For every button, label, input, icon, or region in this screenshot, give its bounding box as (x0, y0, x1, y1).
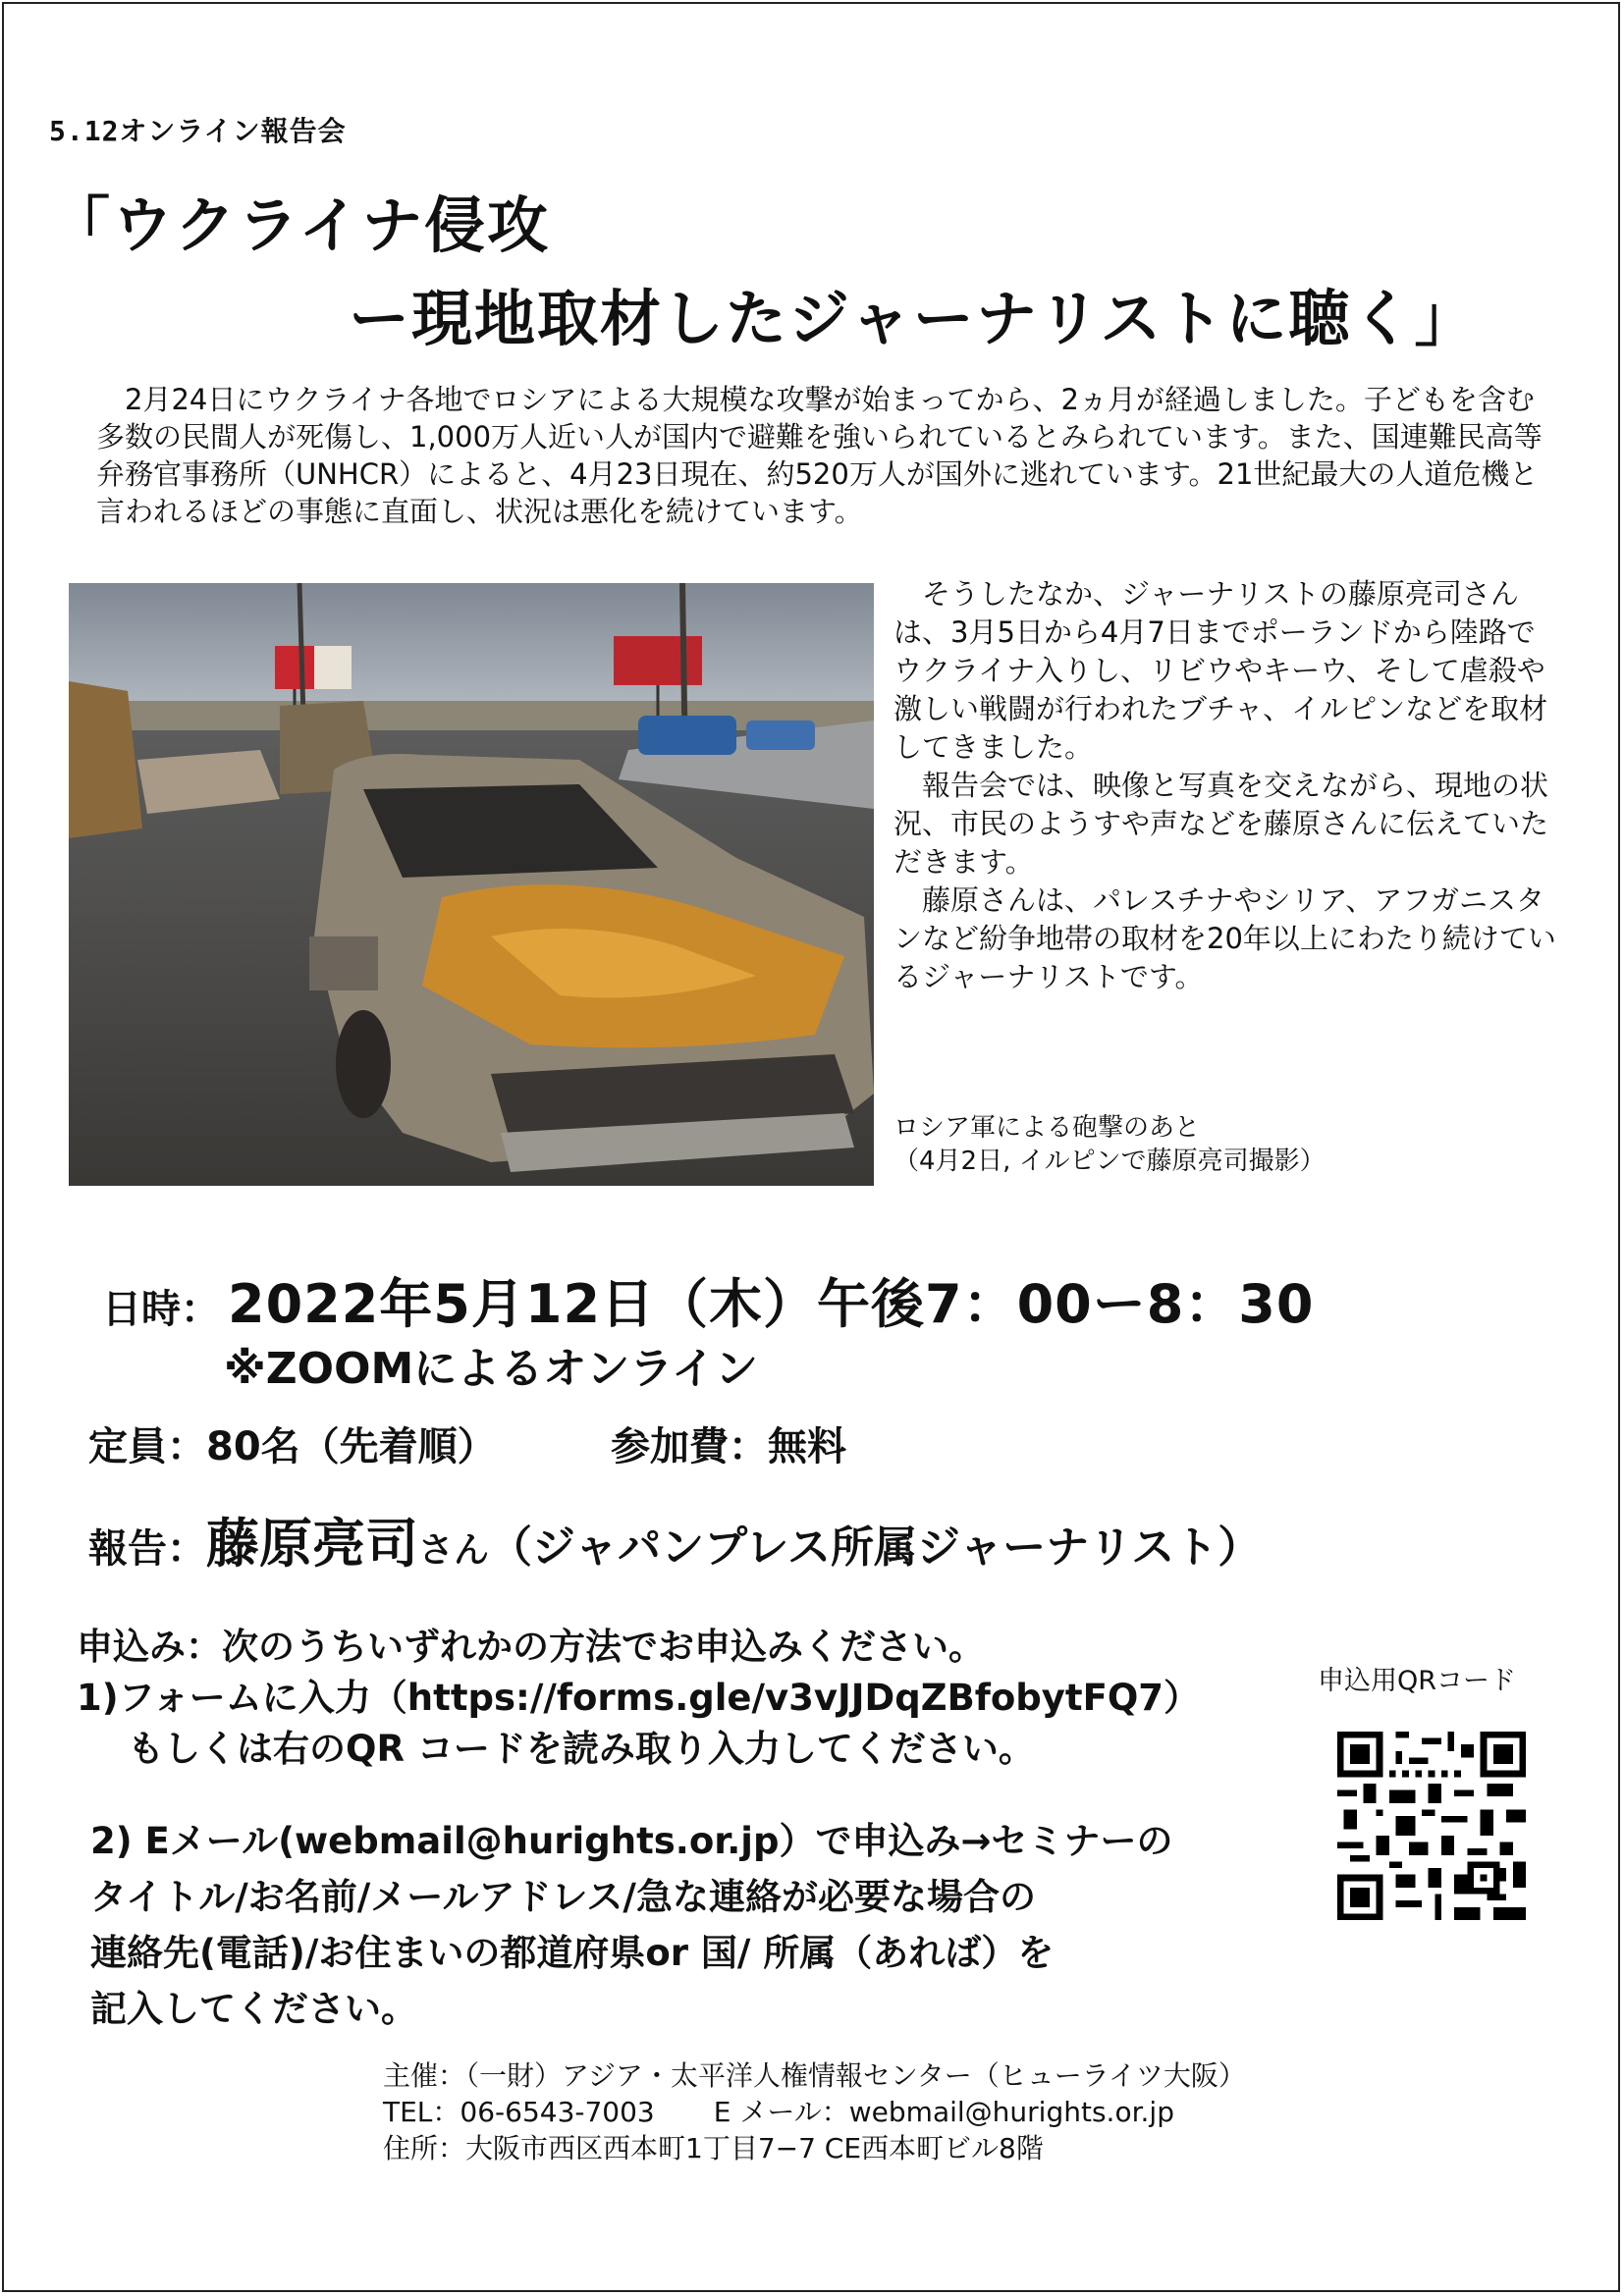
intro-paragraph: 2月24日にウクライナ各地でロシアによる大規模な攻撃が始まってから、2ヵ月が経過しました。子どもを含む多数の民間人が死傷し、1,000万人近い人が国内で避難を強いられているとみられています。また、国連難民高等弁務官事務所（UNHCR）によると、4月23日現在、約520万人が国外に逃れています。21世紀最大の人道危機と言われるほどの事態に直面し、状況は悪化を続けています。 (96, 383, 1543, 528)
reporter-label: 報告： (88, 1526, 206, 1572)
photo-caption-line1: ロシア軍による砲撃のあと (893, 1113, 1201, 1143)
page-title-line1: 「ウクライナ侵攻 (49, 189, 551, 261)
application-method-form[interactable]: 1)フォームに入力（https://forms.gle/v3vJJDqZBfobytFQ7） (77, 1677, 1201, 1719)
datetime-value: 2022年5月12日（木）午後7：00ー8：30 (228, 1273, 1315, 1335)
footer-address: 住所：大阪市西区西本町1丁目7−7 CE西本町ビル8階 (383, 2132, 1044, 2164)
footer-contact (383, 2094, 1246, 2130)
footer-tel: TEL：06-6543-7003 (383, 2096, 655, 2128)
application-method-form-note: もしくは右のQR コードを読み取り入力してください。 (128, 1728, 1035, 1770)
footer-organizer: 主催：（一財）アジア・太平洋人権情報センター（ヒューライツ大阪） (383, 2059, 1246, 2092)
photo-caption (893, 1111, 1326, 1178)
side-paragraph: そうしたなか、ジャーナリストの藤原亮司さんは、3月5日から4月7日までポーランドから陸路でウクライナ入りし、リビウやキーウ、そして虐殺や激しい戦闘が行われたブチャ、イルピンなどを取材してきました。 (893, 577, 1548, 764)
email-instruction-line: 記入してください。 (90, 1988, 417, 2030)
application-section (77, 1622, 1200, 1775)
fee: 参加費：無料 (611, 1424, 846, 1469)
email-instruction-line: 連絡先(電話)/お住まいの都道府県or 国/ 所属（あれば）を (90, 1932, 1055, 1974)
application-qr-code[interactable] (1337, 1732, 1526, 1920)
page-title-line2: ー現地取材したジャーナリストに聴く」 (349, 283, 1478, 354)
intro-section (96, 381, 1559, 530)
reporter-honorific: さん (418, 1530, 490, 1571)
footer (383, 2057, 1246, 2166)
story-section (893, 575, 1561, 996)
reporter-name: 藤原亮司 (206, 1513, 418, 1575)
capacity: 定員：80名（先着順） (88, 1424, 497, 1469)
footer-email[interactable]: E メール：webmail@hurights.or.jp (713, 2096, 1174, 2128)
application-method-email (90, 1813, 1172, 2037)
burned-cars-photo (69, 583, 874, 1186)
qr-label: 申込用QRコード (1318, 1666, 1517, 1696)
datetime-label: 日時： (102, 1287, 220, 1332)
reporter-affiliation: （ジャパンプレス所属ジャーナリスト） (489, 1522, 1262, 1573)
email-instruction-line[interactable]: 2) Eメール(webmail@hurights.or.jp）で申込み→セミナーの (90, 1820, 1173, 1862)
email-instruction-line: タイトル/お名前/メールアドレス/急な連絡が必要な場合の (90, 1876, 1036, 1918)
application-intro: 申込み：次のうちいずれかの方法でお申込みください。 (77, 1626, 985, 1668)
side-paragraph: 藤原さんは、パレスチナやシリア、アフガニスタンなど紛争地帯の取材を20年以上にわたり続けているジャーナリストです。 (893, 883, 1556, 993)
event-label: 5.12オンライン報告会 (49, 115, 347, 147)
side-paragraph: 報告会では、映像と写真を交えながら、現地の状況、市民のようすや声などを藤原さんに伝えていただきます。 (893, 769, 1549, 879)
online-note: ※ZOOMによるオンライン (224, 1344, 758, 1394)
photo-caption-line2: （4月2日, イルピンで藤原亮司撮影） (893, 1147, 1326, 1176)
reporter (88, 1502, 1261, 1577)
